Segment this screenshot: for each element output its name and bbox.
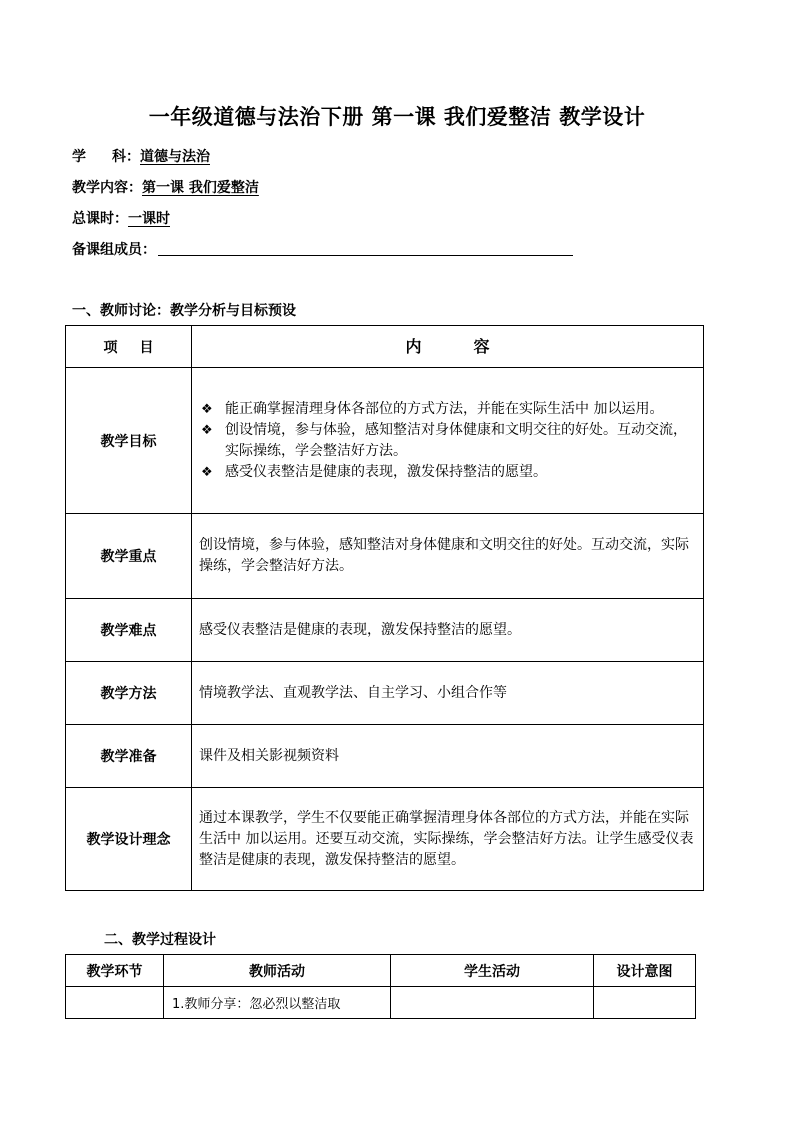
document-title: 一年级道德与法治下册 第一课 我们爱整洁 教学设计 (148, 104, 646, 129)
row-goals (66, 368, 704, 514)
hours-line (72, 208, 170, 228)
header-student-activity: 学生活动 (391, 955, 594, 987)
row-design-concept (66, 788, 704, 891)
process-row (66, 987, 696, 1019)
stage-cell (66, 987, 164, 1019)
row-methods (66, 662, 704, 725)
members-line (72, 239, 573, 259)
analysis-table (65, 325, 704, 891)
subject-label: 学 科： (72, 149, 140, 165)
hours-label: 总课时： (72, 211, 128, 227)
members-blank-line (158, 243, 573, 256)
members-label: 备课组成员： (72, 242, 156, 258)
row-text: 课件及相关影视频资料 (192, 725, 704, 788)
content-label: 教学内容： (72, 180, 142, 196)
row-key-points (66, 514, 704, 599)
process-header-row (66, 955, 696, 987)
row-label: 教学设计理念 (66, 788, 192, 891)
diamond-bullet-icon: ❖ (201, 401, 213, 417)
diamond-bullet-icon: ❖ (201, 422, 213, 438)
row-text: 创设情境，参与体验，感知整洁对身体健康和文明交往的好处。互动交流，实际操练，学会整洁好方法。 (192, 514, 704, 599)
goals-cell (192, 368, 704, 514)
content-line (72, 177, 259, 197)
row-label: 教学准备 (66, 725, 192, 788)
diamond-bullet-icon: ❖ (201, 464, 213, 480)
row-text: 感受仪表整洁是健康的表现，激发保持整洁的愿望。 (192, 599, 704, 662)
subject-value: 道德与法治 (140, 149, 210, 165)
row-difficulties (66, 599, 704, 662)
section1-heading: 一、教师讨论：教学分析与目标预设 (72, 303, 296, 319)
goals-list (199, 399, 695, 483)
process-table (65, 954, 696, 1019)
design-intent-cell (594, 987, 696, 1019)
header-teacher-activity: 教师活动 (164, 955, 391, 987)
analysis-header-row (66, 326, 704, 368)
student-activity-cell (391, 987, 594, 1019)
header-design-intent: 设计意图 (594, 955, 696, 987)
goal-item: ❖ 能正确掌握清理身体各部位的方式方法，并能在实际生活中 加以运用。 (199, 399, 695, 420)
goal-item: ❖ 创设情境，参与体验，感知整洁对身体健康和文明交往的好处。互动交流，实际操练，学会整洁好方法。 (201, 421, 687, 459)
row-label: 教学目标 (66, 368, 192, 514)
header-item: 项目 (66, 326, 192, 368)
row-label: 教学重点 (66, 514, 192, 599)
row-label: 教学方法 (66, 662, 192, 725)
subject-line (72, 146, 210, 166)
header-content: 内容 (192, 326, 704, 368)
hours-value: 一课时 (128, 211, 170, 227)
section2-heading: 二、教学过程设计 (104, 932, 216, 948)
teacher-activity-cell: 1.教师分享：忽必烈以整洁取 (164, 987, 391, 1019)
goal-item: ❖ 感受仪表整洁是健康的表现，激发保持整洁的愿望。 (199, 462, 695, 483)
row-text: 情境教学法、直观教学法、自主学习、小组合作等 (192, 662, 704, 725)
row-preparation (66, 725, 704, 788)
content-value: 第一课 我们爱整洁 (142, 180, 259, 196)
header-stage: 教学环节 (66, 955, 164, 987)
row-label: 教学难点 (66, 599, 192, 662)
row-text: 通过本课教学，学生不仅要能正确掌握清理身体各部位的方式方法，并能在实际生活中 加以运用。还要互动交流，实际操练，学会整洁好方法。让学生感受仪表整洁是健康的表现，激发保持整洁的愿望。 (192, 788, 704, 891)
